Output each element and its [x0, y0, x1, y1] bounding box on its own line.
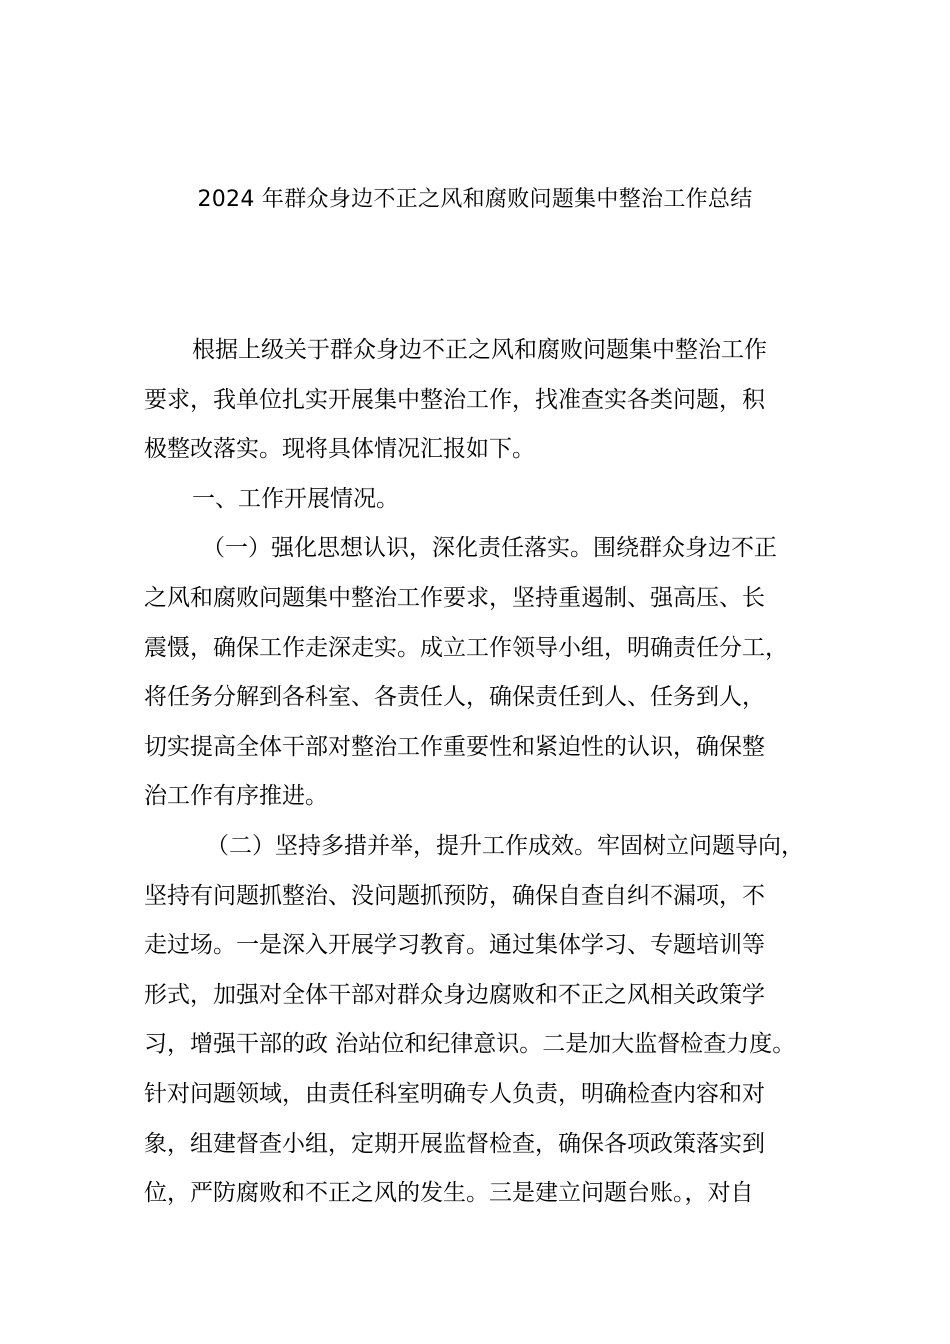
document-title: 2024 年群众身边不正之风和腐败问题集中整治工作总结: [197, 187, 753, 212]
subsection-heading-line: （二）坚持多措并举，提升工作成效。牢固树立问题导向，: [206, 832, 804, 859]
text-line: 形式，加强对全体干部对群众身边腐败和不正之风相关政策学: [144, 981, 765, 1008]
text-line: 位，严防腐败和不正之风的发生。三是建立问题台账。，对自: [144, 1180, 754, 1207]
subsection-heading-line: （一）强化思想认识，深化责任落实。围绕群众身边不正: [202, 535, 777, 562]
text-line: 要求，我单位扎实开展集中整治工作，找准查实各类问题，积: [144, 386, 765, 413]
text-line: 震慑，确保工作走深走实。成立工作领导小组，明确责任分工，: [144, 634, 788, 661]
text-line: 将任务分解到各科室、各责任人，确保责任到人、任务到人，: [144, 684, 765, 711]
text-line: 切实提高全体干部对整治工作重要性和紧迫性的认识，确保整: [144, 733, 765, 760]
text-line: 针对问题领域，由责任科室明确专人负责，明确检查内容和对: [144, 1080, 765, 1107]
text-line: 之风和腐败问题集中整治工作要求，坚持重遏制、强高压、长: [144, 584, 765, 611]
text-line: 极整改落实。现将具体情况汇报如下。: [144, 436, 535, 463]
text-line: 根据上级关于群众身边不正之风和腐败问题集中整治工作: [192, 337, 767, 363]
text-line: 坚持有问题抓整治、没问题抓预防，确保自查自纠不漏项，不: [144, 882, 765, 909]
section-heading: 一、工作开展情况。: [192, 485, 399, 512]
document-body: [144, 326, 812, 1219]
text-line: 象，组建督查小组，定期开展监督检查，确保各项政策落实到: [144, 1130, 765, 1157]
text-line: 习，增强干部的政 治站位和纪律意识。二是加大监督检查力度。: [144, 1031, 796, 1058]
text-line: 治工作有序推进。: [144, 783, 328, 810]
text-line: 走过场。一是深入开展学习教育。通过集体学习、专题培训等: [144, 932, 765, 959]
